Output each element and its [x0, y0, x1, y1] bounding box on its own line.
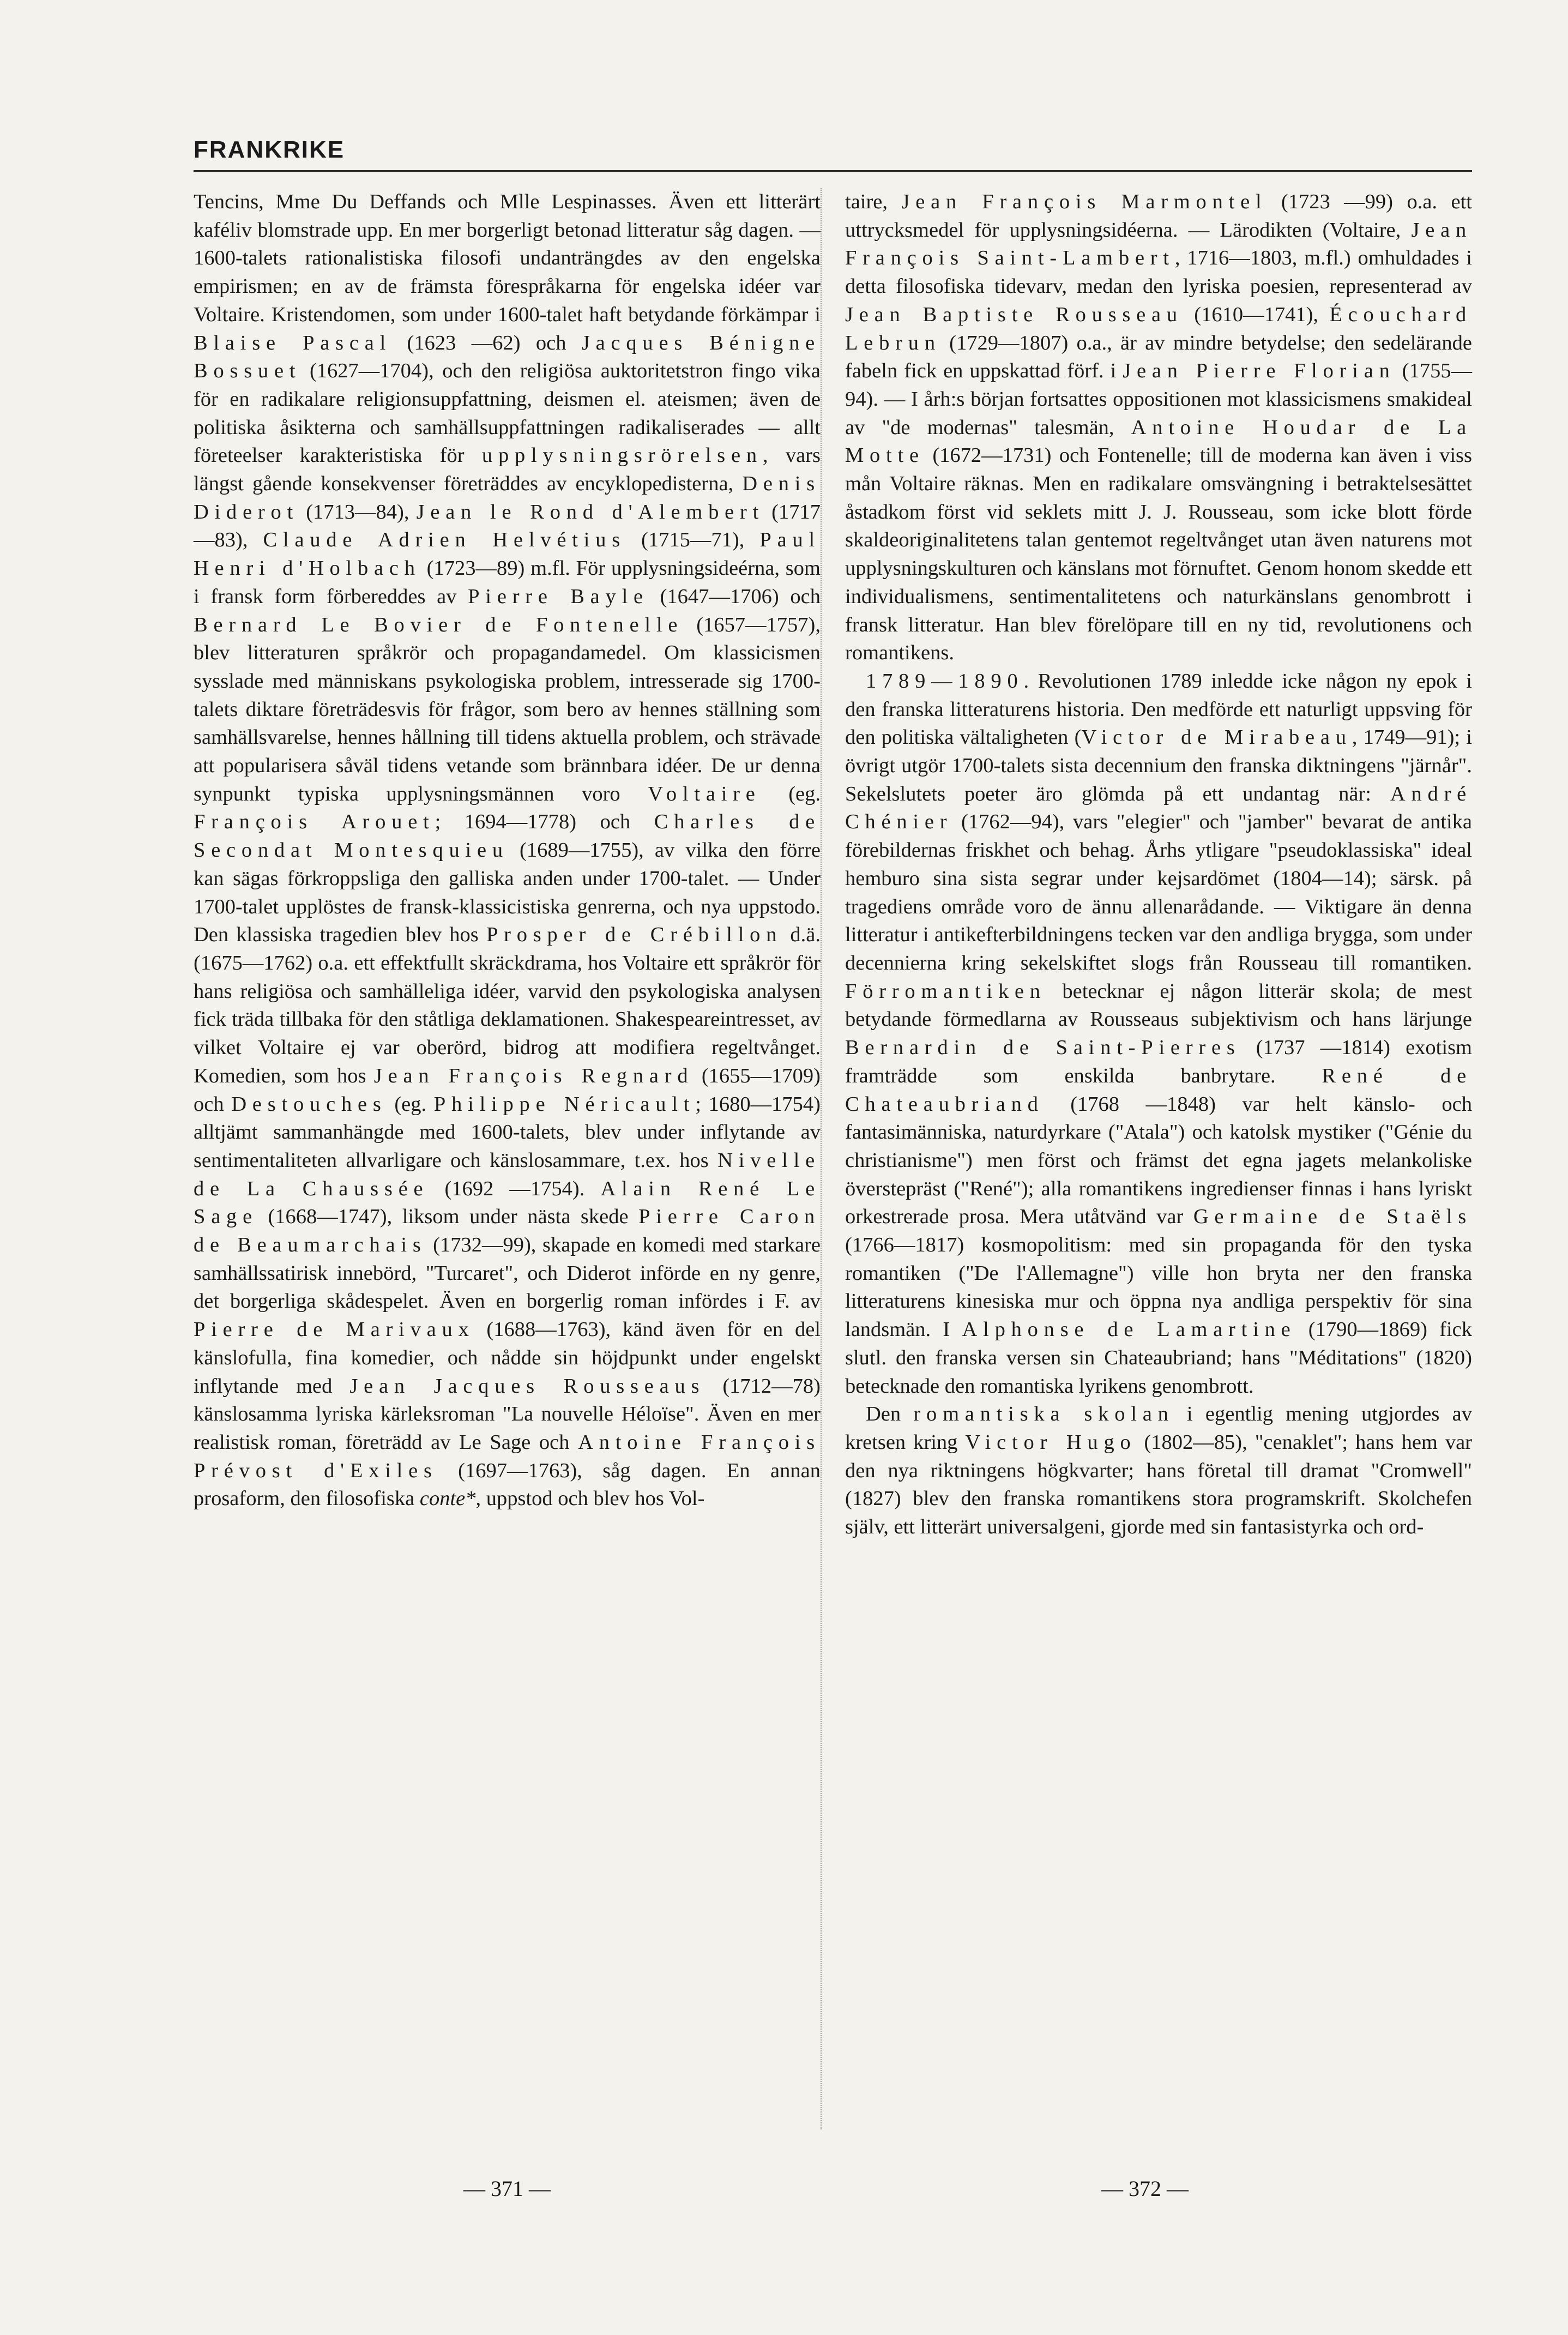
- text: (1647—1706) och: [648, 585, 821, 608]
- spaced-name: Jean François Saint-Lambert: [845, 218, 1472, 270]
- spaced-term: romantiska skolan: [913, 1403, 1174, 1426]
- italic-term: conte*: [419, 1487, 476, 1510]
- spaced-name: Claude Adrien Helvétius: [263, 528, 626, 552]
- spaced-term: Förromantiken: [845, 979, 1046, 1003]
- text: (1627—1704), och den religiösa auktoritetstron fingo vika för en radikalare religionsuppfattning, deismen el. ateismen; även de politiska åsikterna och samhällsuppfattningen radikaliserades — allt företeelser karakteristiska för: [194, 359, 821, 467]
- right-paragraph-2: [845, 667, 1472, 1400]
- text: (eg.: [761, 782, 821, 805]
- text: (1737 —1814) exotism framträdde som enskilda banbrytare.: [845, 1036, 1472, 1087]
- page-number-left: — 371 —: [463, 2176, 551, 2201]
- text: (1610—1741),: [1183, 303, 1330, 326]
- spaced-name: Pierre Caron de Beaumarchais: [194, 1205, 821, 1257]
- spaced-name: Charles de Secondat Montesquieu: [194, 810, 821, 862]
- text: betecknar ej någon litterär skola; de mest betydande förmedlarna av Rousseaus subjektivism och hans lärjunge: [845, 979, 1472, 1031]
- spaced-name: François Arouet: [194, 810, 435, 834]
- spaced-name: Prosper de Crébillon: [486, 923, 783, 947]
- text: (1755—94). — I årh:s början fortsattes oppositionen mot klassicismens smakideal av "de modernas" talesmän,: [845, 359, 1472, 439]
- spaced-name: Pierre Bayle: [468, 585, 649, 608]
- text: (1723 —99) o.a. ett uttrycksmedel för upplysningsidéerna. — Lärodikten (Voltaire,: [845, 190, 1472, 242]
- text: ; 1680—1754) alltjämt sammanhängde med 1600-talets, blev under inflytande av sentimentaliteten allvarligare och känslosammare, t.ex. hos: [194, 1092, 821, 1172]
- page-number-right: — 372 —: [1101, 2176, 1189, 2201]
- header-rule: [194, 170, 1472, 172]
- spaced-name: Blaise Pascal: [194, 331, 392, 354]
- spaced-name: Victor Hugo: [965, 1430, 1137, 1454]
- spaced-name: Germaine de Staëls: [1193, 1205, 1473, 1229]
- text: (1655—1709) och: [194, 1064, 821, 1116]
- section-heading: 1789—1890: [866, 669, 1024, 693]
- text: (1790—1869) fick slutl. den franska versen sin Chateaubriand; hans "Méditations" (1820) betecknade den romantiska lyrikens genombrott.: [845, 1318, 1473, 1398]
- spaced-name: Jean Jacques Rousseaus: [349, 1374, 705, 1398]
- left-column: [194, 188, 821, 1513]
- text: (1623 —62) och: [391, 331, 582, 354]
- right-paragraph-1: [845, 188, 1472, 667]
- text: i egentlig mening utgjordes av kretsen kring: [845, 1403, 1472, 1454]
- text: Den: [866, 1403, 914, 1426]
- spaced-name: Denis Diderot: [194, 472, 821, 523]
- text: (1729—1807) o.a., är av mindre betydelse; den sedelärande fabeln fick en uppskattad förf. i: [845, 331, 1472, 383]
- text: (1802—85), "cenaklet"; hans hem var den nya riktningens högkvarter; hans företal till dramat "Cromwell" (1827) blev den franska romantikens stora programskrift. Skolchefen själv, ett litterärt universalgeni, gjorde med sin fantasistyrka och ord-: [845, 1430, 1472, 1539]
- spaced-name: Bernardin de Saint-Pierres: [845, 1036, 1241, 1060]
- text: d.ä. (1675—1762) o.a. ett effektfullt skräckdrama, hos Voltaire ett språkrör för hans religiösa och samhälleliga idéer, varvid den psykologiska analysen fick träda tillbaka för den ståtliga deklamationen. Shakespeareintresset, av vilket Voltaire ej var oberörd, bidrog att modifiera regeltvånget. Komedien, som hos: [194, 923, 821, 1087]
- spaced-name: Jacques Bénigne Bossuet: [194, 331, 821, 383]
- text: (1717—83),: [194, 500, 821, 552]
- text: (1715—71),: [625, 528, 760, 552]
- left-paragraph: [194, 188, 821, 1513]
- text: , 1716—1803, m.fl.) omhuldades i detta filosofiska tidevarv, medan den lyriska poesien, representerad av: [845, 246, 1472, 298]
- spaced-name: Jean Baptiste Rousseau: [845, 303, 1183, 326]
- spaced-name: Antoine François Prévost d'Exiles: [194, 1430, 821, 1482]
- spaced-name: Jean Pierre Florian: [1123, 359, 1396, 383]
- text: , vars längst gående konsekvenser företräddes av encyklopedisterna,: [194, 444, 821, 496]
- spaced-name: Jean le Rond d'Alembert: [416, 500, 765, 523]
- text: (1723—89) m.fl. För upplysningsideérna, som i fransk form förbereddes av: [194, 557, 821, 608]
- text: (1712—78) känslosamma lyriska kärleksroman "La nouvelle Héloïse". Även en mer realistisk roman, företrädd av Le Sage och: [194, 1374, 821, 1454]
- text: , 1749—91); i övrigt utgör 1700-talets sista decennium den franska diktningens "järnår". Sekelslutets poeter äro glömda på ett undantag när:: [845, 726, 1472, 805]
- spaced-name: Destouches: [231, 1092, 387, 1116]
- spaced-name: Pierre de Marivaux: [194, 1318, 475, 1341]
- spaced-name: Victor de Mirabeau: [1081, 726, 1352, 749]
- spaced-name: Alphonse de Lamartine: [962, 1318, 1296, 1341]
- text: (1692 —1754).: [429, 1177, 601, 1200]
- text: (1657—1757), blev litteraturen språkrör och propagandamedel. Om klassicismen sysslade med människans psykologiska problem, intresserade sig 1700-talets diktare företrädesvis för frågor, som bero av hennes ställning som samhällsvarelse, hennes hållning till tidens aktuella problem, och strävade att popularisera såväl tidens vetande som brännbara idéer. De ur denna synpunkt typiska upplysningsmännen voro: [194, 613, 821, 805]
- spaced-name: Jean François Marmontel: [901, 190, 1268, 213]
- text: (1732—99), skapade en komedi med starkare samhällssatirisk innebörd, "Turcaret", och Diderot införde en ny genre, det borgerliga skådespelet. Även en borgerlig roman infördes i F. av: [194, 1233, 821, 1313]
- spaced-name: René de Chateaubriand: [845, 1064, 1472, 1116]
- spaced-name: Écouchard Lebrun: [845, 303, 1472, 354]
- text: (1672—1731) och Fontenelle; till de moderna kan även i viss mån Voltaire räknas. Men en radikalare omsvängning i betraktelsesättet åstadkom först vid seklets mitt J. J. Rousseau, som icke blott förde skaldeoriginalitetens talan gentemot regeltvånget utan även naturens mot upplysningskulturen och känslans mot förnuftet. Genom honom skedde ett individualismens, sentimentalitetens och naturkänslans genombrott i fransk litteratur. Han blev förelöpare till en ny tid, revolutionens och romantikens.: [845, 444, 1472, 665]
- right-paragraph-3: [845, 1400, 1472, 1542]
- column-divider: [821, 188, 822, 2129]
- spaced-name: Bernard Le Bovier de Fontenelle: [194, 613, 684, 636]
- text: (1713—84),: [299, 500, 417, 523]
- text: (1697—1763), såg dagen. En annan prosaform, den filosofiska: [194, 1459, 821, 1510]
- text: (1668—1747), liksom under nästa skede: [257, 1205, 639, 1229]
- text: , uppstod och blev hos Vol-: [475, 1487, 705, 1510]
- spaced-name: Nivelle de La Chaussée: [194, 1148, 821, 1200]
- spaced-name: Alain René Le Sage: [194, 1177, 821, 1229]
- spaced-name: Antoine Houdar de La Motte: [845, 416, 1472, 467]
- spaced-name: Philippe Néricault: [433, 1092, 696, 1116]
- spaced-name: Voltaire: [648, 782, 761, 805]
- text: (1688—1763), känd även för en del känslofulla, fina komedier, och nådde sin höjdpunkt under engelskt inflytande med: [194, 1318, 821, 1398]
- right-column: [845, 188, 1472, 1542]
- spaced-name: Jean François Regnard: [373, 1064, 694, 1087]
- text: (1762—94), vars "elegier" och "jamber" bevarat de antika förebildernas friskhet och behag. Århs ytligare "pseudoklassiska" ideal hemburo sina sista segrar under kejsardömet (1804—14); särsk. på tragediens område voro de ännu allenarådande. — Viktigare än denna litteratur i antikefterbildningens tecken var den andliga brygga, som under decennierna kring sekelskiftet slogs från Rousseau till romantiken.: [845, 810, 1472, 974]
- text: . Revolutionen 1789 inledde icke någon ny epok i den franska litteraturens historia. Den medförde ett naturligt uppsving för den politiska vältaligheten (: [845, 669, 1472, 749]
- spaced-name: André Chénier: [845, 782, 1472, 834]
- spaced-name: Paul Henri d'Holbach: [194, 528, 821, 580]
- running-header: FRANKRIKE: [194, 136, 345, 163]
- text: (eg.: [387, 1092, 434, 1116]
- text: (1766—1817) kosmopolitism: med sin propaganda för den tyska romantiken ("De l'Allemagne") ville hon bryta ner den franska litteraturens kinesiska mur och öppna nya andliga perspektiv för sina landsmän. I: [845, 1233, 1472, 1341]
- text: (1768 —1848) var helt känslo- och fantasimänniska, naturdyrkare ("Atala") och katolsk mystiker ("Génie du christianisme") men först och främst det egna jagets melankoliske överstepräst ("René"); alla romantikens ingredienser finnas i hans lyriskt orkestrerade prosa. Mera utåtvänd var: [845, 1092, 1472, 1229]
- text: taire,: [845, 190, 902, 213]
- text: ; 1694—1778) och: [435, 810, 654, 834]
- text: Tencins, Mme Du Deffands och Mlle Lespinasses. Även ett litterärt kaféliv blomstrade upp. En mer borgerligt betonad litteratur såg dagen. — 1600-talets rationalistiska filosofi undanträngdes av den engelska empirismen; en av de främsta förespråkarna för engelska idéer var Voltaire. Kristendomen, som under 1600-talet haft betydande förkämpar i: [194, 190, 821, 326]
- text: (1689—1755), av vilka den förre kan sägas förkroppsliga den galliska anden under 1700-talet. — Under 1700-talet upplöstes de fransk-klassicistiska genrerna, och nya uppstodo. Den klassiska tragedien blev hos: [194, 839, 821, 947]
- spaced-term: upplysningsrörelsen: [481, 444, 763, 467]
